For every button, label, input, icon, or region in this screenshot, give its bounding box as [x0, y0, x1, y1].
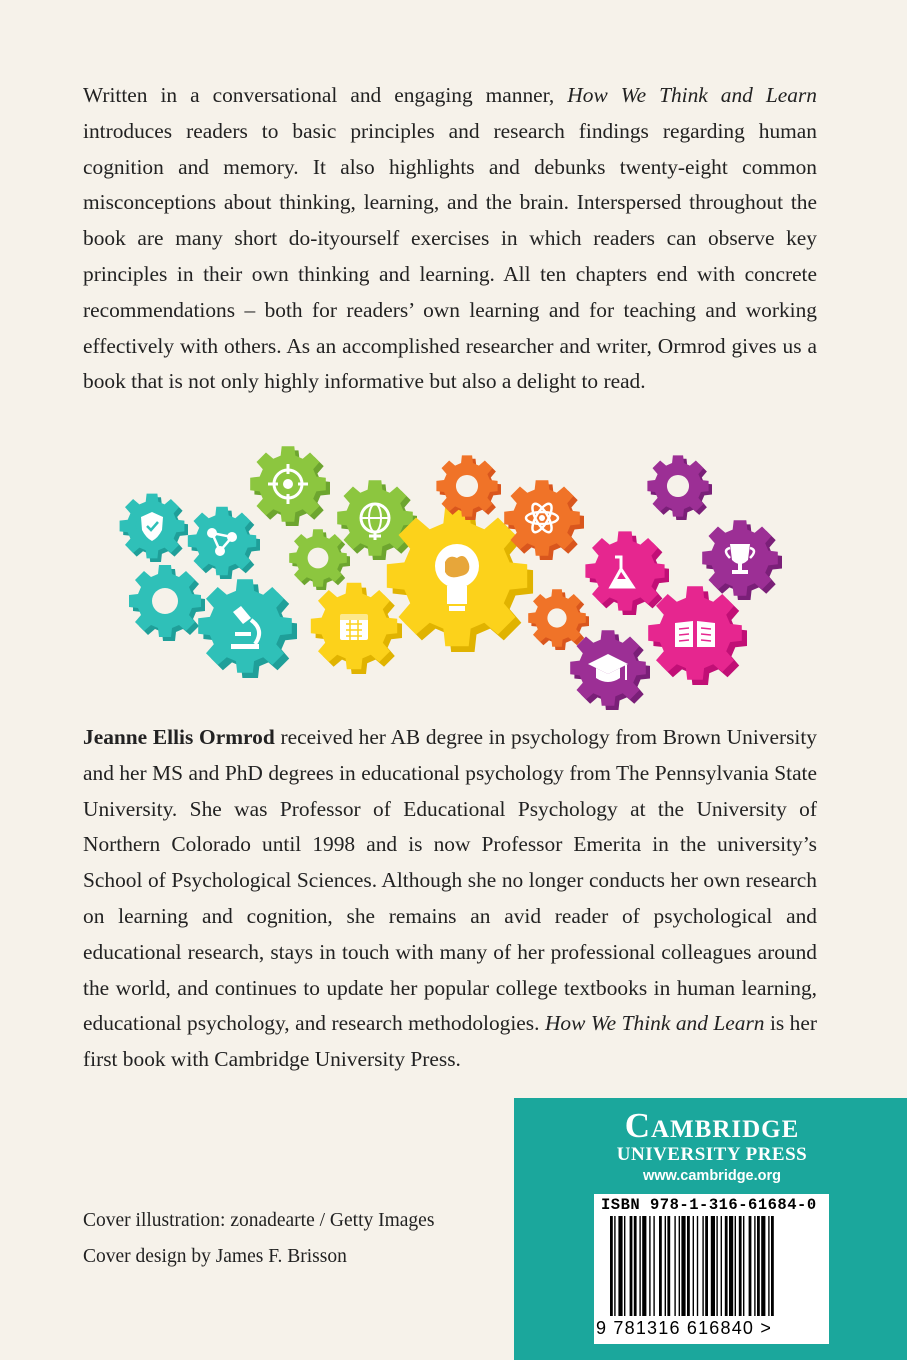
- isbn-label: ISBN 978-1-316-61684-0: [601, 1196, 817, 1214]
- barcode-bar: [771, 1216, 774, 1316]
- bio-text-end: is her first book with Cambridge University Press.: [83, 1011, 817, 1072]
- barcode-bar: [681, 1216, 685, 1316]
- barcode-bar: [665, 1216, 666, 1316]
- calendar-icon: [340, 614, 368, 640]
- barcode-bar: [659, 1216, 662, 1316]
- teal-gear-molecule: [188, 507, 260, 579]
- barcode-bar: [667, 1216, 670, 1316]
- ean-digits: 9 781316 616840 >: [596, 1318, 773, 1338]
- barcode-bar: [674, 1216, 675, 1316]
- publisher-subtitle: UNIVERSITY PRESS: [616, 1144, 808, 1165]
- publisher-name: Cambridge: [624, 1106, 800, 1145]
- barcode-bar: [711, 1216, 715, 1316]
- purple-gear-small: [647, 455, 712, 520]
- author-name: Jeanne Ellis Ormrod: [83, 725, 275, 749]
- barcode-bar: [618, 1216, 622, 1316]
- design-credit: Cover design by James F. Brisson: [83, 1246, 347, 1267]
- publisher-url: www.cambridge.org: [642, 1168, 782, 1184]
- barcode-bar: [630, 1216, 633, 1316]
- back-cover-blurb: [83, 78, 817, 400]
- barcode-bar: [610, 1216, 613, 1316]
- barcode-bar: [725, 1216, 728, 1316]
- barcode-bar: [693, 1216, 694, 1316]
- illustration-credit: Cover illustration: zonadearte / Getty Images: [83, 1210, 435, 1231]
- orange-gear-small-2: [528, 589, 589, 650]
- blurb-text-rest: introduces readers to basic principles and research findings regarding human cognition and memory. It also highlights and debunks twenty-eight common misconceptions about thinking, learning, and the brain. Interspersed throughout the book are many short do-ityourself exercises in which readers can observe key principles in their own thinking and learning. All ten chapters end with concrete recommendations – both for readers’ own learning and for teaching and working effectively with others. As an accomplished researcher and writer, Ormrod gives us a book that is not only highly informative but also a delight to read.: [83, 118, 817, 394]
- teal-gear-microscope: [198, 579, 297, 678]
- book-title: How We Think and Learn: [567, 83, 817, 107]
- barcode-bar: [702, 1216, 703, 1316]
- barcode-box: [594, 1194, 829, 1344]
- barcode-bar: [679, 1216, 680, 1316]
- barcode-bar: [721, 1216, 722, 1316]
- barcode-bar: [653, 1216, 654, 1316]
- teal-gear-plain: [129, 565, 205, 641]
- blurb-text-start: Written in a conversational and engaging manner,: [83, 83, 568, 107]
- barcode-bar: [754, 1216, 755, 1316]
- barcode-bar: [697, 1216, 698, 1316]
- barcode-bar: [761, 1216, 765, 1316]
- pink-gear-flask: [585, 531, 669, 615]
- cover-credits: [83, 1203, 434, 1275]
- barcode-bar: [735, 1216, 736, 1316]
- bio-text: received her AB degree in psychology from Brown University and her MS and PhD degrees in educational psychology from The Pennsylvania State University. She was Professor of Educational Psychology at the University of Northern Colorado until 1998 and is now Professor Emerita in the university’s School of Psychological Sciences. Although she no longer conducts her own research on learning and cognition, she remains an avid reader of psychological and educational research, stays in touch with many of her professional colleagues around the world, and continues to update her popular college textbooks in human learning, educational psychology, and research methodologies.: [83, 725, 817, 1036]
- bio-book-title: How We Think and Learn: [544, 1011, 765, 1036]
- author-bio: [83, 720, 817, 1078]
- publisher-panel: [514, 1098, 907, 1360]
- barcode-bar: [729, 1216, 733, 1316]
- barcode: [594, 1216, 829, 1318]
- barcode-bar: [642, 1216, 646, 1316]
- barcode-bar: [757, 1216, 760, 1316]
- barcode-bar: [705, 1216, 708, 1316]
- gears-illustration: [110, 446, 800, 718]
- barcode-bar: [687, 1216, 690, 1316]
- green-gear-small: [289, 529, 350, 590]
- barcode-bar: [716, 1216, 717, 1316]
- barcode-bar: [634, 1216, 637, 1316]
- barcode-bar: [743, 1216, 744, 1316]
- barcode-bar: [739, 1216, 742, 1316]
- green-gear-globe: [337, 480, 417, 560]
- barcode-bar: [624, 1216, 625, 1316]
- barcode-bar: [749, 1216, 752, 1316]
- barcode-bar: [639, 1216, 640, 1316]
- barcode-bar: [768, 1216, 769, 1316]
- barcode-bar: [614, 1216, 615, 1316]
- barcode-bar: [649, 1216, 650, 1316]
